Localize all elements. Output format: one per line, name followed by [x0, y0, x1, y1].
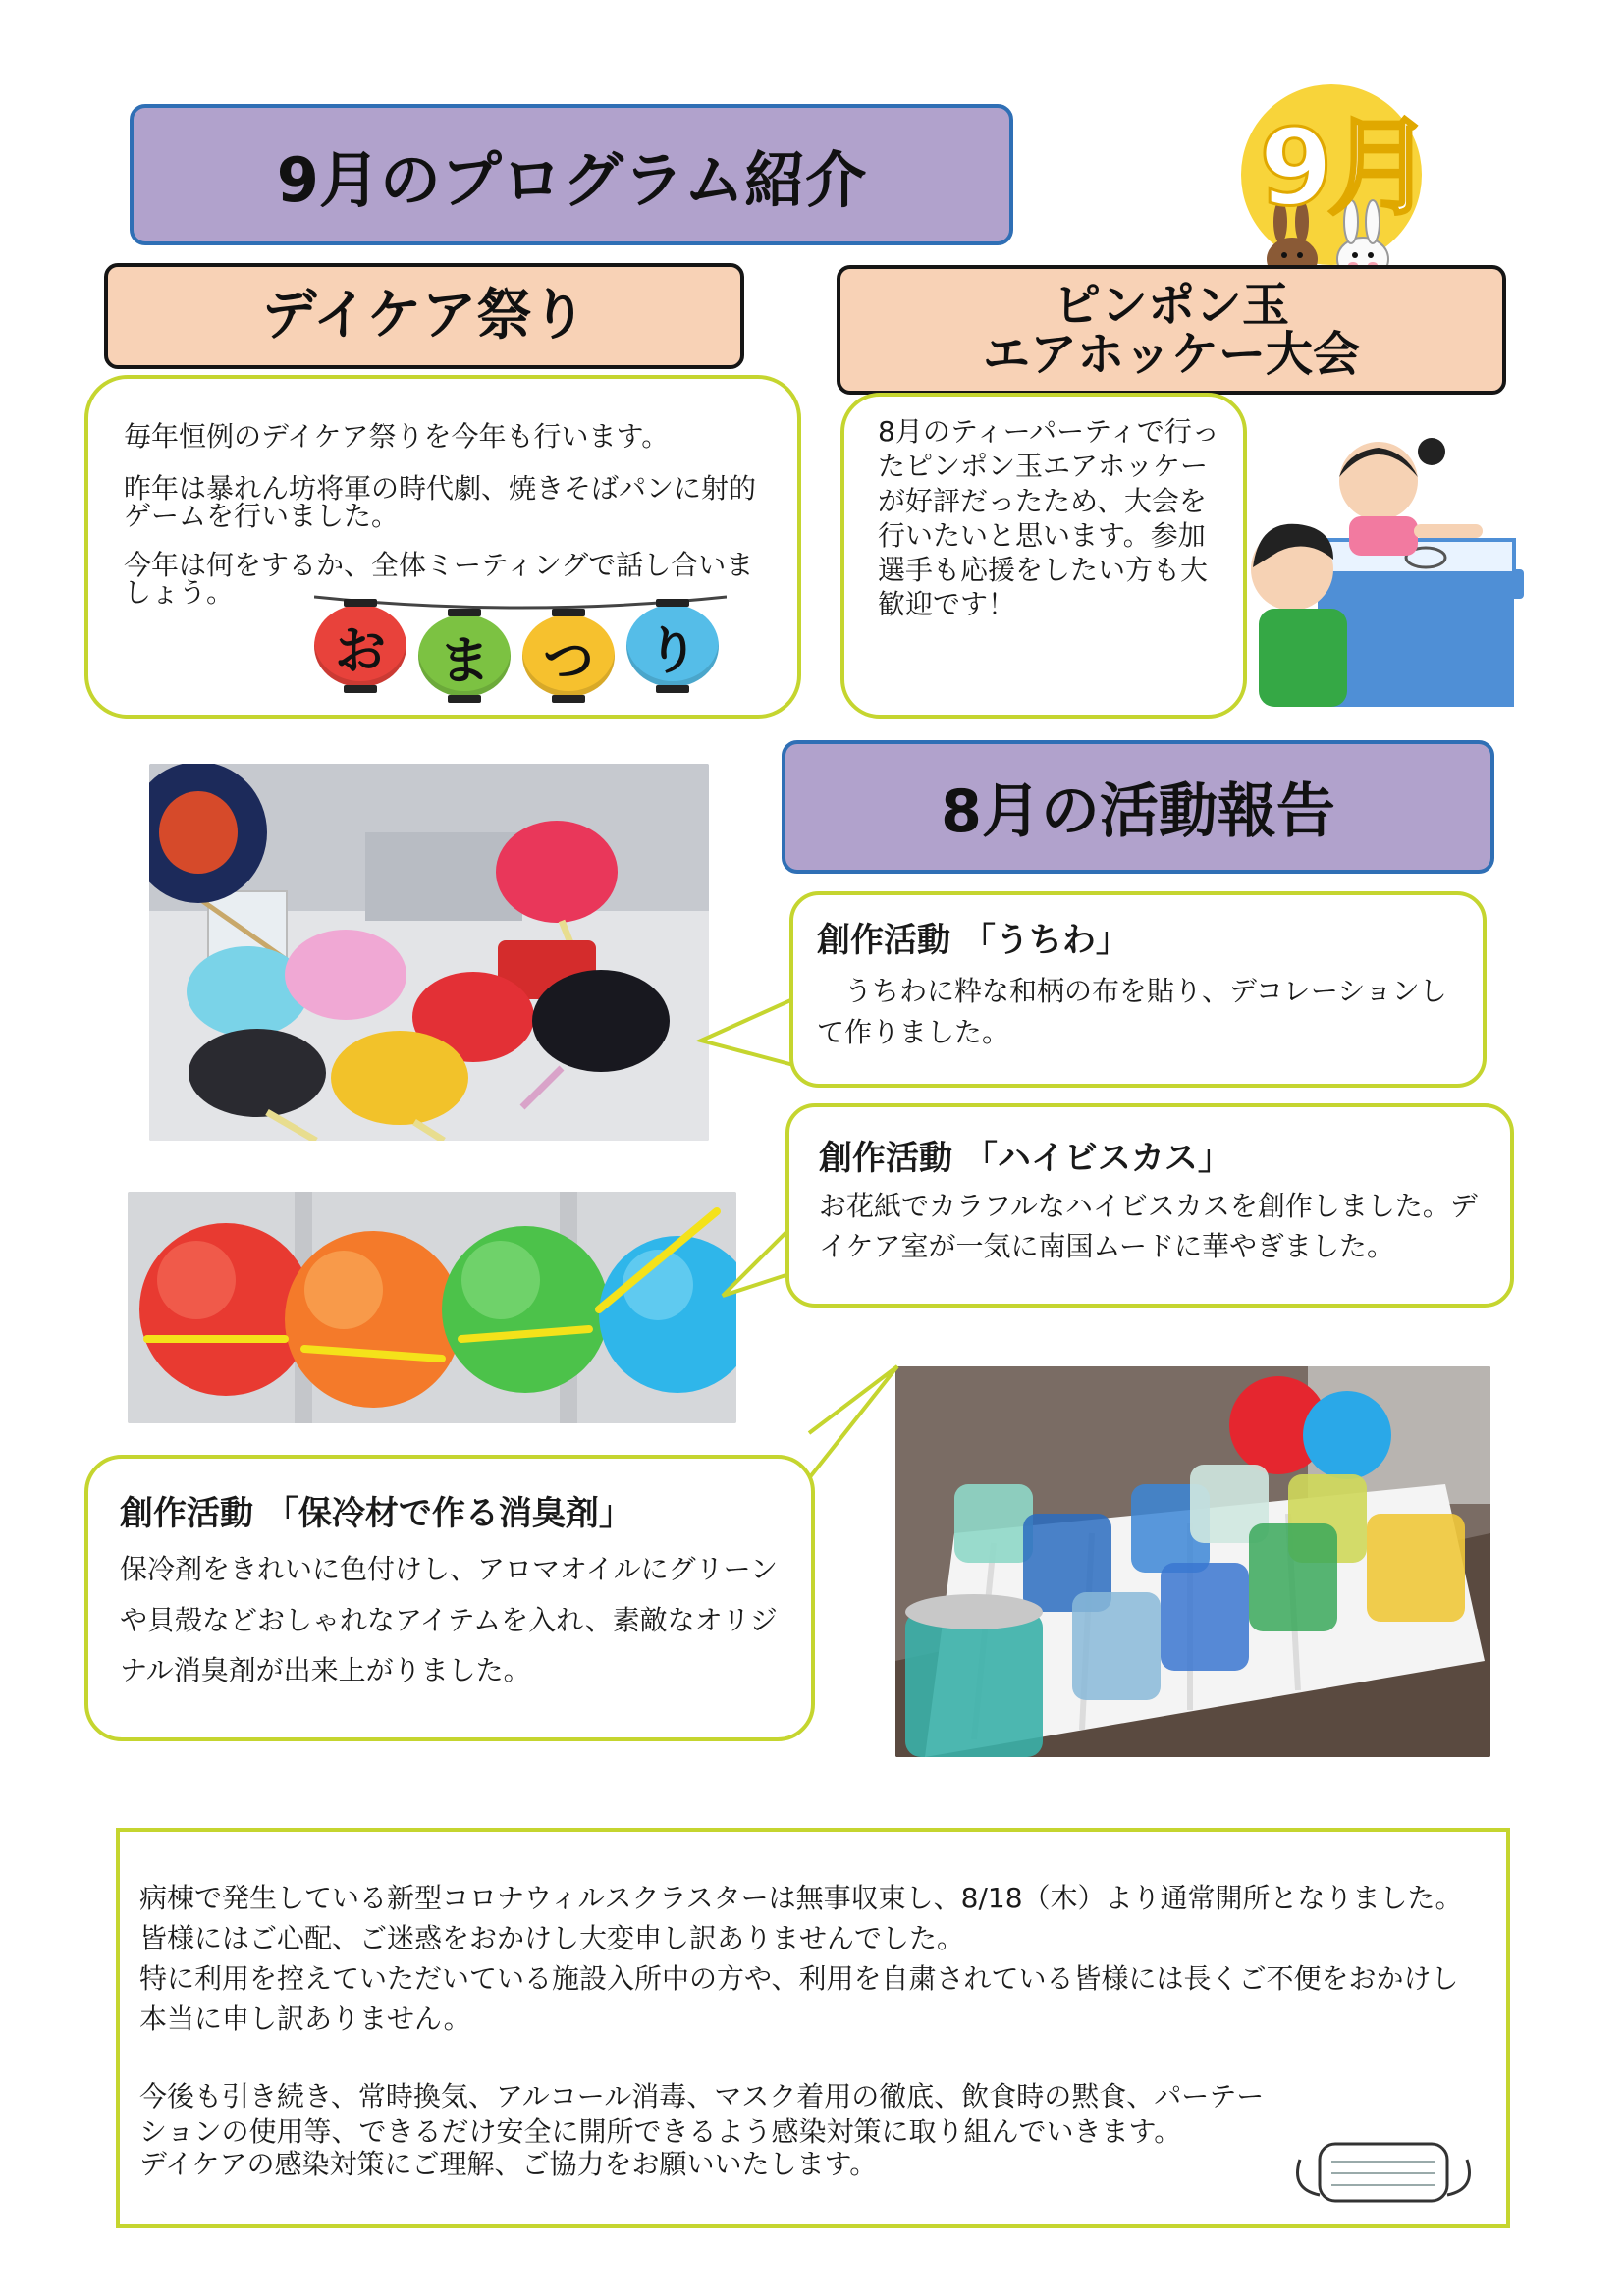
program-title-box — [130, 104, 1013, 245]
hibiscus-title: 創作活動 「ハイビスカス」 — [819, 1139, 1231, 1178]
hibiscus-photo-image — [128, 1192, 736, 1423]
face-mask-icon — [1290, 2130, 1477, 2209]
notice-box — [116, 1828, 1510, 2228]
airhockey-title-line1: ピンポン玉 — [1053, 277, 1289, 333]
uchiwa-bubble — [789, 891, 1487, 1088]
airhockey-text: 8月のティーパーティで行ったピンポン玉エアホッケーが好評だったため、大会を行いたいと思います。参加選手も応援をしたい方も大歓迎です！ — [878, 415, 1219, 621]
deodorant-photo-image — [895, 1366, 1490, 1757]
notice-text-1: 病棟で発生している新型コロナウィルスクラスターは無事収束し、8/18（木）より通常開所となりました。皆様にはご心配、ご迷惑をおかけし大変申し訳ありませんでした。 — [139, 1882, 1463, 1954]
festival-text-3: 今年は何をするか、全体ミーティングで話し合いましょう。 — [124, 548, 754, 609]
report-title-box — [782, 740, 1494, 874]
uchiwa-photo — [149, 764, 709, 1141]
festival-title-box — [104, 263, 744, 369]
deodorant-photo — [895, 1366, 1490, 1757]
deodorant-bubble — [84, 1455, 815, 1741]
airhockey-title-line2: エアホッケー大会 — [982, 327, 1360, 382]
program-title: 9月のプログラム紹介 — [276, 143, 867, 216]
deodorant-title: 創作活動 「保冷材で作る消臭剤」 — [120, 1494, 632, 1533]
festival-text-1: 毎年恒例のデイケア祭りを今年も行います。 — [124, 420, 670, 453]
kids-airhockey-illustration — [1239, 422, 1534, 717]
lantern-ma: ま — [418, 614, 511, 697]
airhockey-bubble — [840, 393, 1247, 719]
festival-text-2: 昨年は暴れん坊将軍の時代劇、焼きそばパンに射的ゲームを行いました。 — [124, 471, 757, 532]
lantern-string — [314, 589, 727, 697]
kids-airhockey-icon — [1239, 422, 1534, 717]
notice-text-4: デイケアの感染対策にご理解、ご協力をお願いいたします。 — [139, 2148, 878, 2181]
report-title: 8月の活動報告 — [941, 777, 1335, 846]
uchiwa-photo-image — [149, 764, 709, 1141]
hibiscus-bubble — [785, 1103, 1514, 1308]
hibiscus-text: お花紙でカラフルなハイビスカスを創作しました。デイケア室が一気に南国ムードに華やぎました。 — [819, 1190, 1478, 1262]
deodorant-bubble-tail — [795, 1355, 903, 1492]
festival-title: デイケア祭り — [261, 283, 587, 347]
lantern-tsu: つ — [522, 614, 615, 697]
airhockey-title-box — [837, 265, 1506, 395]
uchiwa-title: 創作活動 「うちわ」 — [817, 921, 1129, 960]
hibiscus-photo — [128, 1192, 736, 1423]
lantern-ri: り — [626, 605, 719, 687]
lantern-o: お — [314, 605, 406, 687]
badge-text: 9月 — [1259, 107, 1428, 230]
notice-text-2: 特に利用を控えていただいている施設入所中の方や、利用を自粛されている皆様には長くご不便をおかけし本当に申し訳ありません。 — [139, 1961, 1459, 2035]
deodorant-text: 保冷剤をきれいに色付けし、アロマオイルにグリーンや貝殻などおしゃれなアイテムを入れ、素敵なオリジナル消臭剤が出来上がりました。 — [120, 1553, 779, 1687]
notice-text-3: 今後も引き続き、常時換気、アルコール消毒、マスク着用の徹底、飲食時の黙食、パーテーションの使用等、できるだけ安全に開所できるよう感染対策に取り組んでいきます。 — [139, 2079, 1265, 2148]
uchiwa-text: うちわに粋な和柄の布を貼り、デコレーションして作りました。 — [817, 975, 1447, 1048]
